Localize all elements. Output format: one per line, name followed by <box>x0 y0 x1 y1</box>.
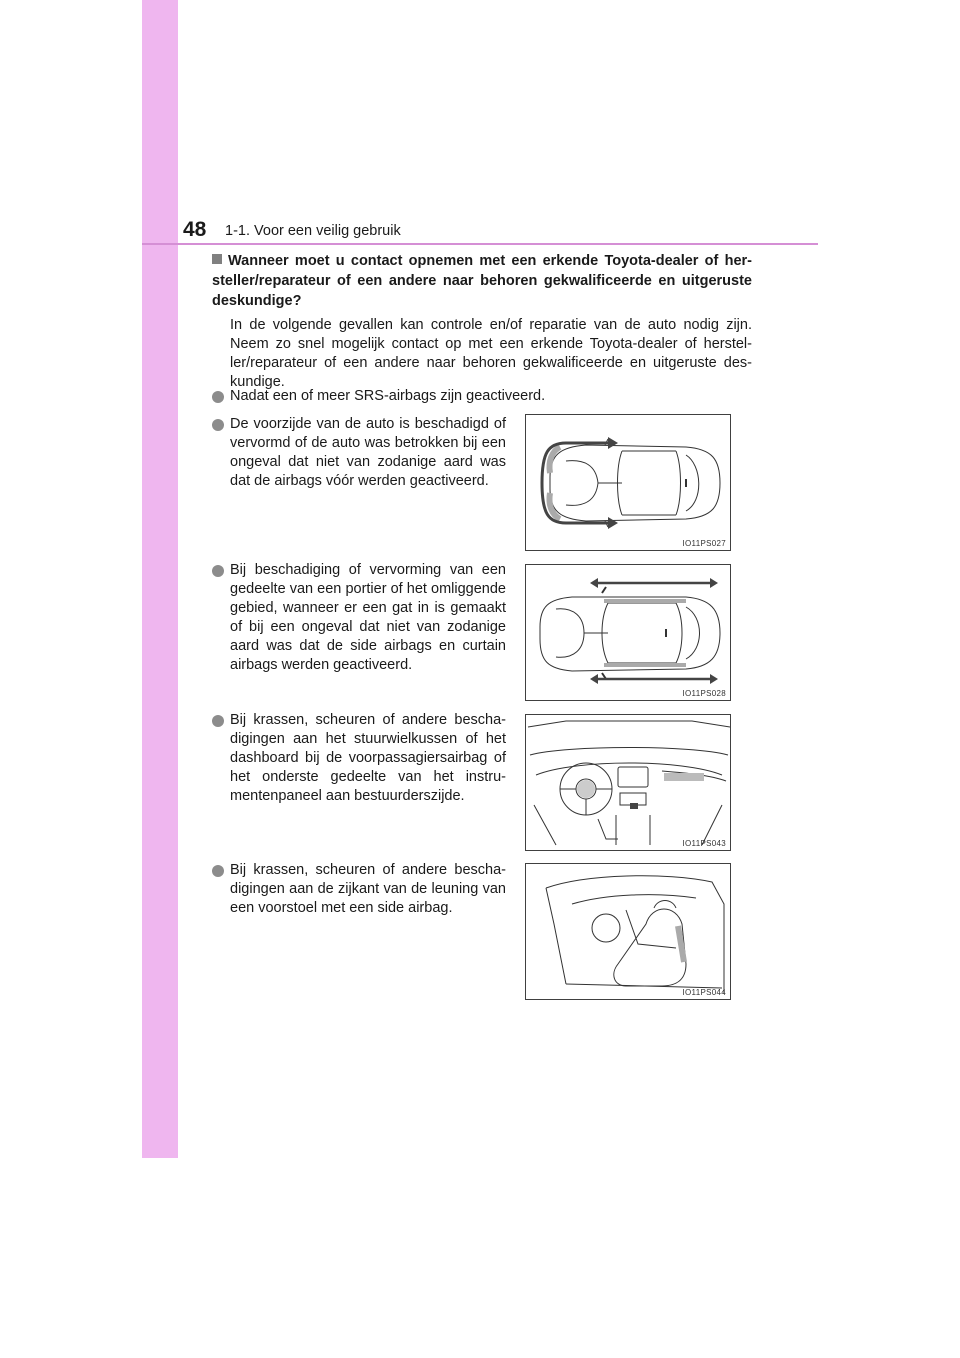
car-top-view-icon <box>526 415 731 551</box>
side-color-band <box>142 0 178 1158</box>
figure-code: IO11PS027 <box>682 539 726 548</box>
dashboard-icon <box>526 715 731 851</box>
bullet-dot-icon <box>212 391 224 403</box>
bullet-dot-icon <box>212 865 224 877</box>
intro-paragraph: In de volgende gevallen kan controle en/of reparatie van de auto nodig zijn. Neem zo snel mogelijk contact op met een erkende Toyota-dealer of hersteller/reparateur of een andere naar behoren gekwalificeerde en uitgeruste deskundige. <box>230 317 752 390</box>
heading-text: Wanneer moet u contact opnemen met een erkende Toyota-dealer of hersteller/reparateur of een andere naar behoren gekwalificeerde en uitgeruste deskundige? <box>212 253 752 309</box>
bullet-dot-icon <box>212 715 224 727</box>
car-side-damage-icon <box>526 565 731 701</box>
figure-code: IO11PS043 <box>682 839 726 848</box>
heading-square-icon <box>212 254 222 264</box>
bullet-text: Bij krassen, scheuren of andere beschadigingen aan het stuurwielkussen of het dashboard bij de voorpassagiersairbag of het onderste gedeelte van het instrumentenpaneel aan bestuurderszijde. <box>230 712 506 804</box>
bullet-text: Nadat een of meer SRS-airbags zijn geactiveerd. <box>230 388 546 404</box>
bullet-dot-icon <box>212 565 224 577</box>
figure-side-damage <box>525 564 731 701</box>
figure-front-seat <box>525 863 731 1000</box>
header-rule <box>142 243 818 245</box>
figure-code: IO11PS044 <box>682 988 726 997</box>
bullet-text: Bij krassen, scheuren of andere beschadigingen aan de zijkant van de leuning van een voorstoel met een side airbag. <box>230 862 506 916</box>
figure-code: IO11PS028 <box>682 689 726 698</box>
page-number: 48 <box>183 218 207 241</box>
bullet-text: Bij beschadiging of vervorming van een gedeelte van een portier of het omliggende gebied, wanneer er een gat in is gemaakt of bij een ongeval dat niet van zodanige aard was dat de side airbags en curtain airbags werden geactiveerd. <box>230 562 506 673</box>
figure-front-damage <box>525 414 731 551</box>
section-title: 1-1. Voor een veilig gebruik <box>225 223 401 239</box>
bullet-text: De voorzijde van de auto is beschadigd of vervormd of de auto was betrokken bij een ongeval dat niet van zodanige aard was dat de airbags vóór werden geactiveerd. <box>230 416 506 489</box>
figure-dashboard <box>525 714 731 851</box>
section-heading <box>212 251 752 311</box>
bullet-dot-icon <box>212 419 224 431</box>
front-seat-icon <box>526 864 731 1000</box>
